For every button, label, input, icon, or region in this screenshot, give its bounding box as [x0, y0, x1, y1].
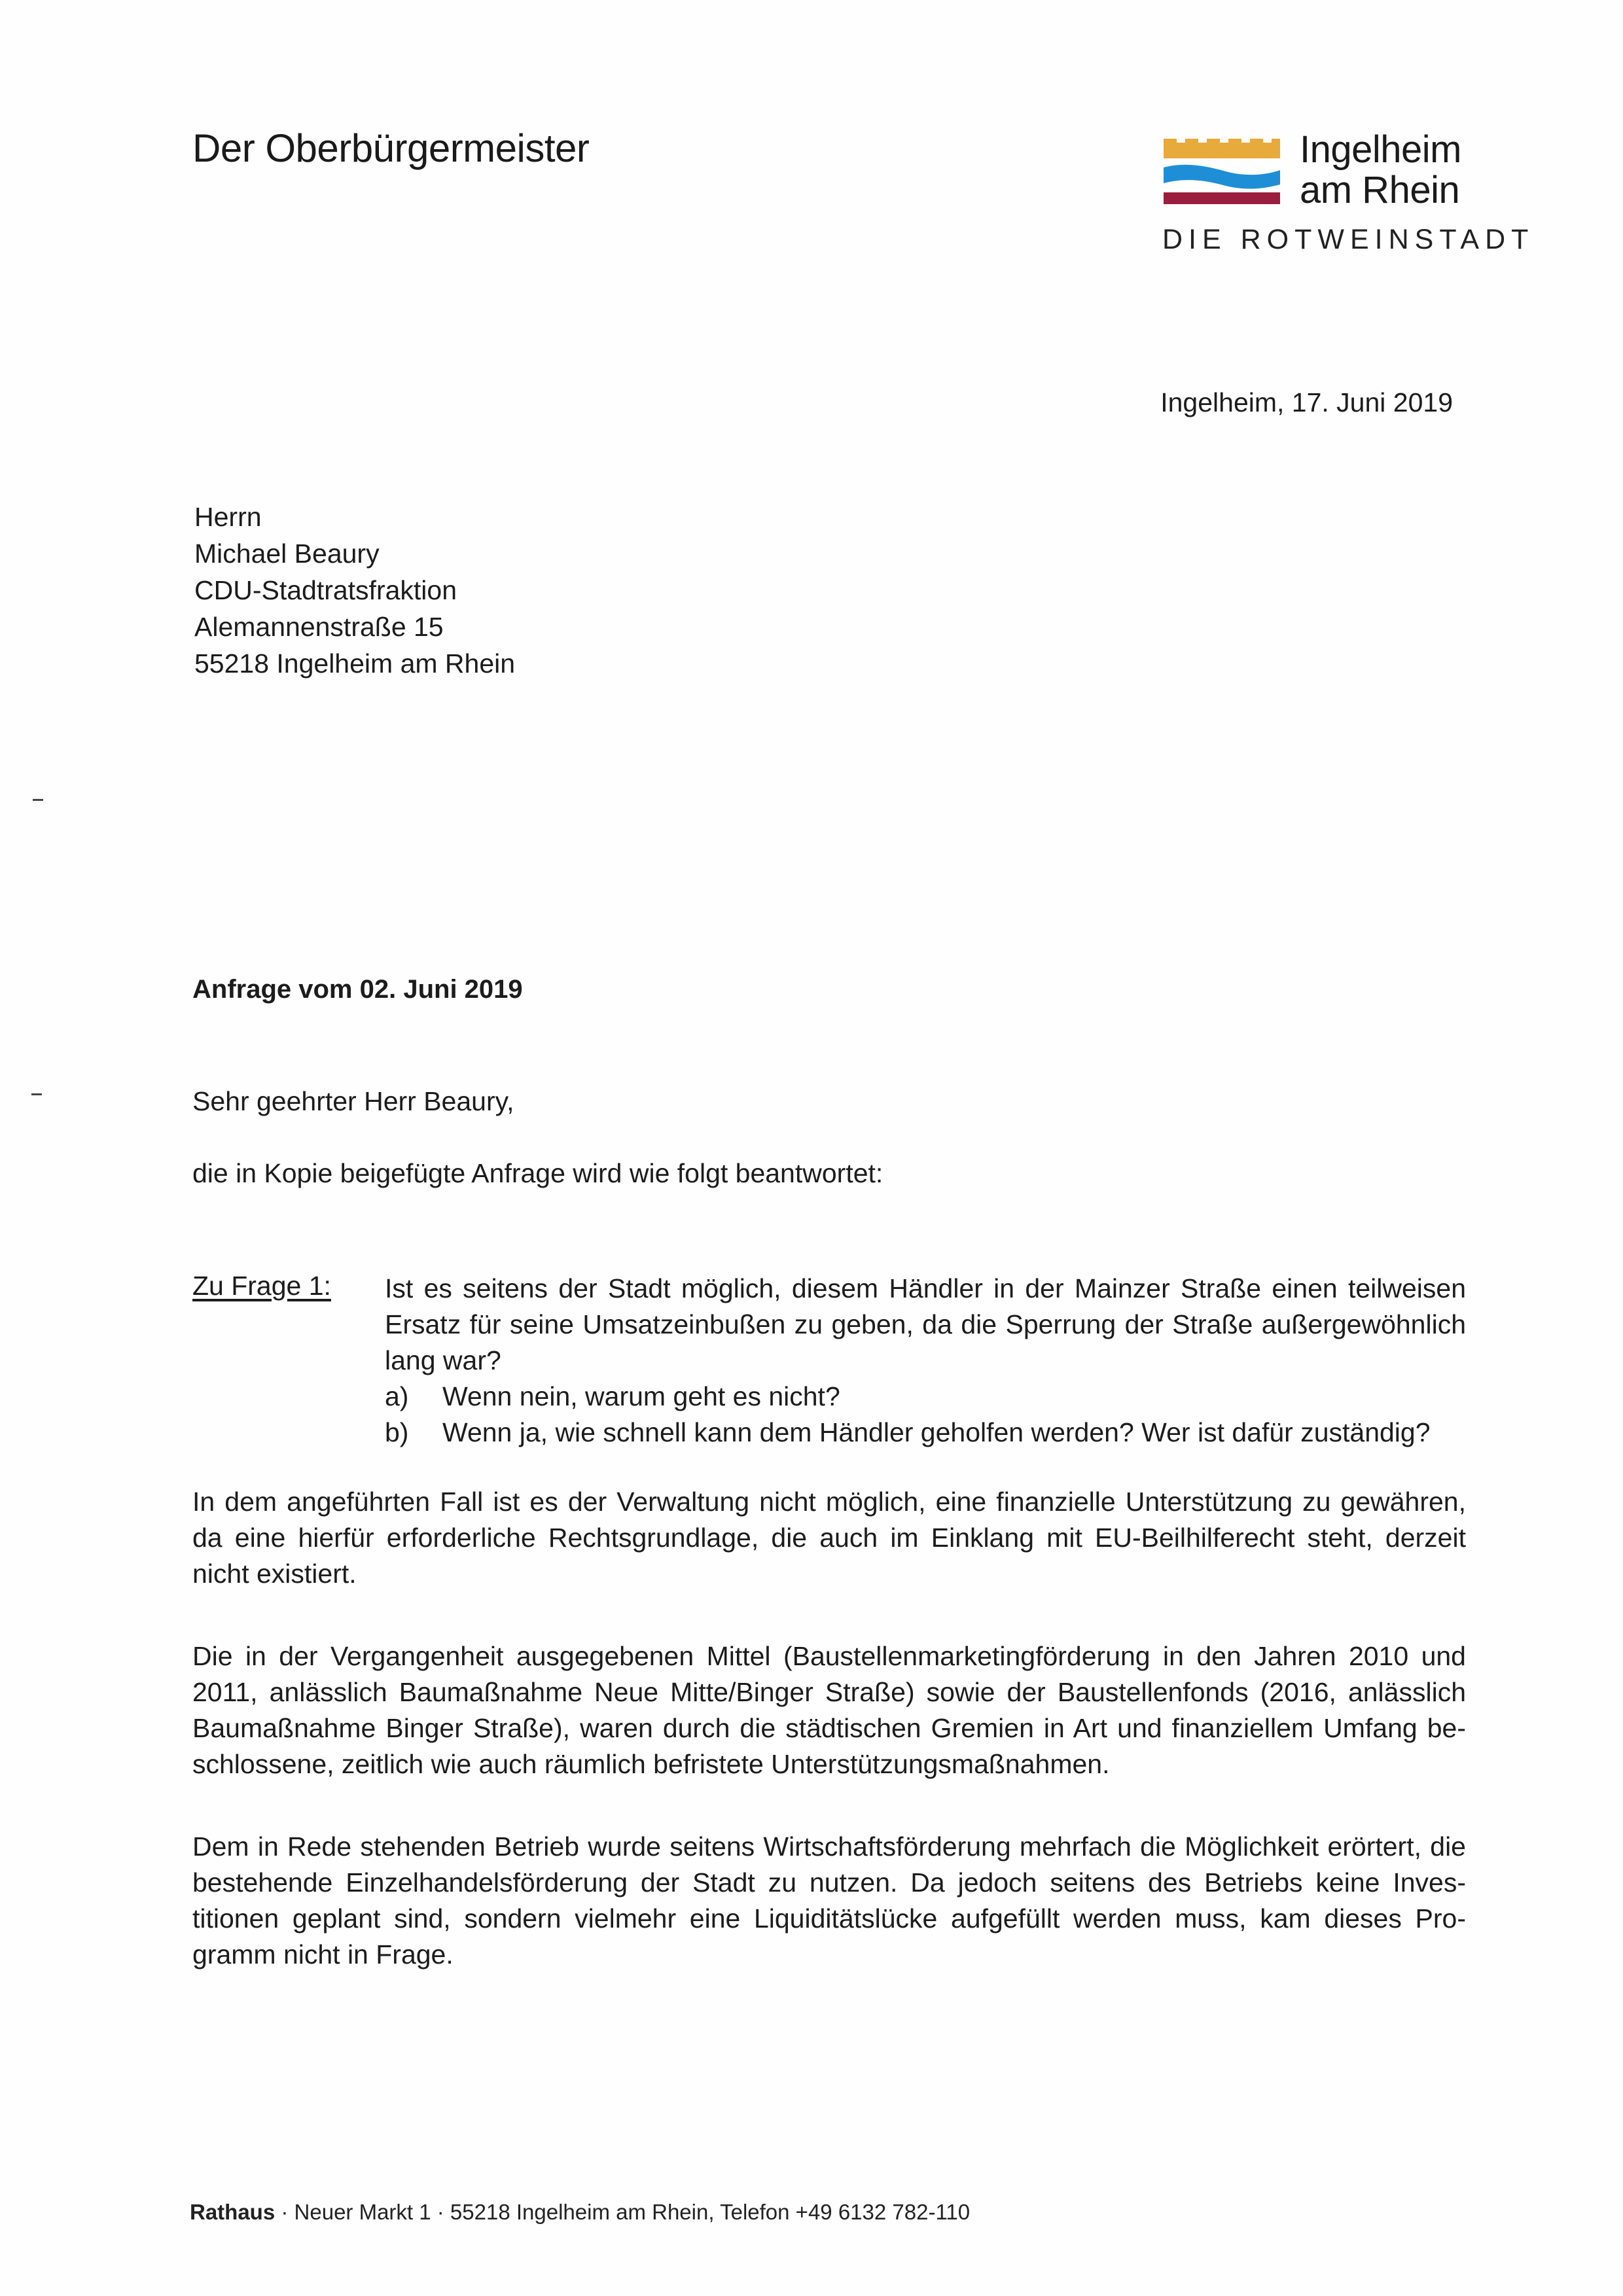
fold-mark-top: [33, 799, 43, 801]
fold-mark-bottom: [31, 1093, 42, 1095]
letter-date: Ingelheim, 17. Juni 2019: [1160, 387, 1453, 417]
subject-line: Anfrage vom 02. Juni 2019: [192, 975, 523, 1004]
wave-shape: [1164, 165, 1280, 189]
letter-footer: [190, 2200, 970, 2225]
sub-item-marker: a): [385, 1381, 409, 1411]
address-line: 55218 Ingelheim am Rhein: [194, 648, 516, 679]
logo-tagline: DIE ROTWEINSTADT: [1162, 224, 1535, 255]
answer-paragraph: [192, 1484, 1466, 1592]
paragraph-text: Die in der Vergangenheit ausgegebenen Mittel (Baustellenmarketingförderung in den Jahren 2010 und 2011, anlässlich Baumaßnahme Neue Mitte/Binger Straße) sowie der Baustellenfonds (2016, anlässlich Baumaßnahme Binger Straße), waren durch die städtischen Gremien in Art und finanziellem Umfang beschlossene, zeitlich wie auch räumlich befristete Unterstützungsmaßnahmen.: [192, 1641, 1466, 1779]
answer-paragraph: [192, 1638, 1466, 1782]
footer-address: · Neuer Markt 1 · 55218 Ingelheim am Rhein, Telefon +49 6132 782-110: [275, 2200, 971, 2224]
paragraph-text: Dem in Rede stehenden Betrieb wurde seitens Wirtschaftsförderung mehrfach die Möglichkeit erörtert, die bestehende Einzelhandelsförderung der Stadt zu nutzen. Da jedoch seitens des Betriebs keine Investitionen geplant sind, sondern vielmehr eine Liquiditätslücke aufgefüllt werden muss, kam dieses Programm nicht in Frage.: [192, 1831, 1466, 1969]
intro-sentence: die in Kopie beigefügte Anfrage wird wie folgt beantwortet:: [192, 1158, 883, 1188]
question-block: [385, 1271, 1466, 1451]
logo-wordmark: [1300, 130, 1461, 211]
sub-item-text: Wenn ja, wie schnell kann dem Händler geholfen werden? Wer ist dafür zuständig?: [442, 1417, 1431, 1447]
footer-rathaus: Rathaus: [190, 2200, 276, 2224]
address-line: Michael Beaury: [194, 539, 380, 569]
question-text: Ist es seitens der Stadt möglich, diesem Händler in der Mainzer Straße einen teilweisen Ersatz für seine Umsatzeinbußen zu geben, da die Sperrung der Straße außergewöhnlich lang war?: [385, 1273, 1466, 1375]
answer-paragraph: [192, 1829, 1466, 1973]
paragraph-text: In dem angeführten Fall ist es der Verwaltung nicht möglich, eine finanzielle Unterstützung zu gewähren, da eine hierfür erforderliche Rechtsgrundlage, die auch im Einklang mit EU-Beilhilferecht steht, derzeit nicht existiert.: [192, 1487, 1466, 1589]
sub-item-marker: b): [385, 1417, 409, 1447]
stripe-shape: [1164, 192, 1280, 204]
address-line: Herrn: [194, 502, 262, 532]
question-label: Zu Frage 1:: [192, 1271, 331, 1301]
city-logo: [1162, 124, 1535, 268]
address-line: CDU-Stadtratsfraktion: [194, 575, 457, 605]
logo-name-line2: am Rhein: [1300, 169, 1460, 211]
question-sub-item: [385, 1379, 1466, 1415]
question-sub-item: [385, 1415, 1466, 1451]
sub-item-text: Wenn nein, warum geht es nicht?: [442, 1381, 840, 1411]
ingelheim-emblem-icon: [1164, 139, 1281, 204]
salutation: Sehr geehrter Herr Beaury,: [192, 1086, 514, 1116]
logo-name-line1: Ingelheim: [1300, 128, 1461, 171]
sender-title: Der Oberbürgermeister: [192, 126, 590, 170]
recipient-address: [194, 499, 515, 682]
battlement-shape: [1164, 139, 1280, 158]
address-line: Alemannenstraße 15: [194, 612, 444, 642]
